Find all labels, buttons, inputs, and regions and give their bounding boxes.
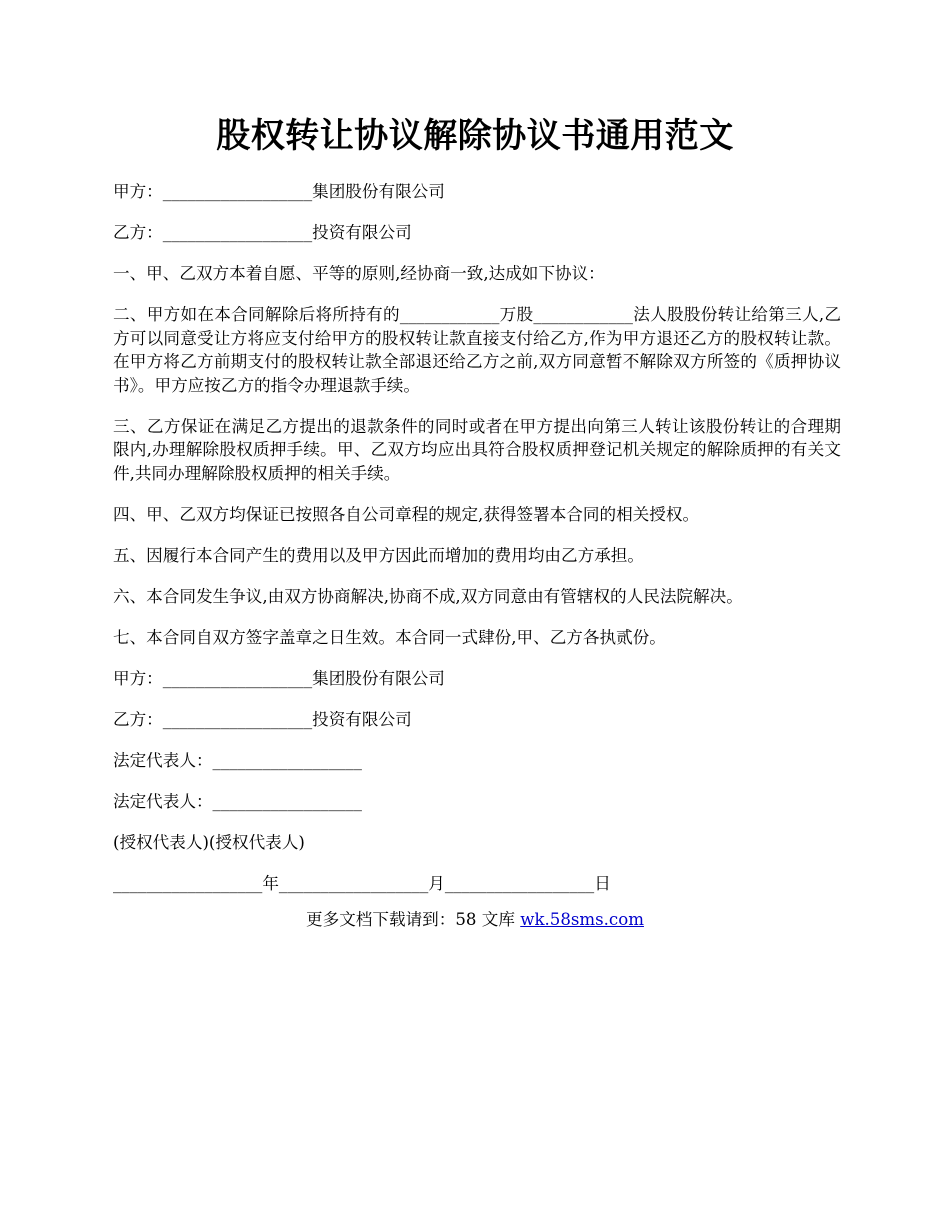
clause-4: 四、甲、乙双方均保证已按照各自公司章程的规定,获得签署本合同的相关授权。: [113, 504, 700, 524]
clause-5: 五、因履行本合同产生的费用以及甲方因此而增加的费用均由乙方承担。: [113, 545, 644, 565]
signature-party-a: 甲方：__________________集团股份有限公司: [113, 668, 445, 688]
party-b-header: 乙方：__________________投资有限公司: [113, 223, 412, 242]
document-title: 股权转让协议解除协议书通用范文: [216, 116, 734, 156]
signature-legal-rep-a: 法定代表人：__________________: [113, 750, 362, 770]
clause-3: 三、乙方保证在满足乙方提出的退款条件的同时或者在甲方提出向第三人转让该股份转让的合理期限内,办理解除股权质押手续。甲、乙双方均应出具符合股权质押登记机关规定的解除质押的有关文件,共同办理解除股权质押的相关手续。: [113, 416, 841, 483]
clause-7: 七、本合同自双方签字盖章之日生效。本合同一式肆份,甲、乙方各执贰份。: [113, 627, 666, 647]
document-body: [113, 180, 841, 913]
signature-legal-rep-b: 法定代表人：__________________: [113, 791, 362, 811]
clause-2: 二、甲方如在本合同解除后将所持有的____________万股____________法人股股份转让给第三人,乙方可以同意受让方将应支付给甲方的股权转让款直接支付给乙方,作为甲方退还乙方的股权转让款。在甲方将乙方前期支付的股权转让款全部退还给乙方之前,双方同意暂不解除双方所签的《质押协议书》。甲方应按乙方的指令办理退款手续。: [113, 305, 841, 395]
footer-prefix: 更多文档下载请到：58 文库: [306, 910, 521, 929]
download-footer: [0, 908, 950, 932]
clause-1: 一、甲、乙双方本着自愿、平等的原则,经协商一致,达成如下协议：: [113, 264, 605, 283]
signature-date: __________________年__________________月__________________日: [113, 873, 611, 893]
clause-6: 六、本合同发生争议,由双方协商解决,协商不成,双方同意由有管辖权的人民法院解决。: [113, 586, 743, 606]
party-a-header: 甲方：__________________集团股份有限公司: [113, 182, 445, 201]
signature-party-b: 乙方：__________________投资有限公司: [113, 709, 412, 729]
signature-authorized-reps: (授权代表人)(授权代表人): [113, 832, 305, 852]
footer-link[interactable]: wk.58sms.com: [520, 910, 644, 929]
